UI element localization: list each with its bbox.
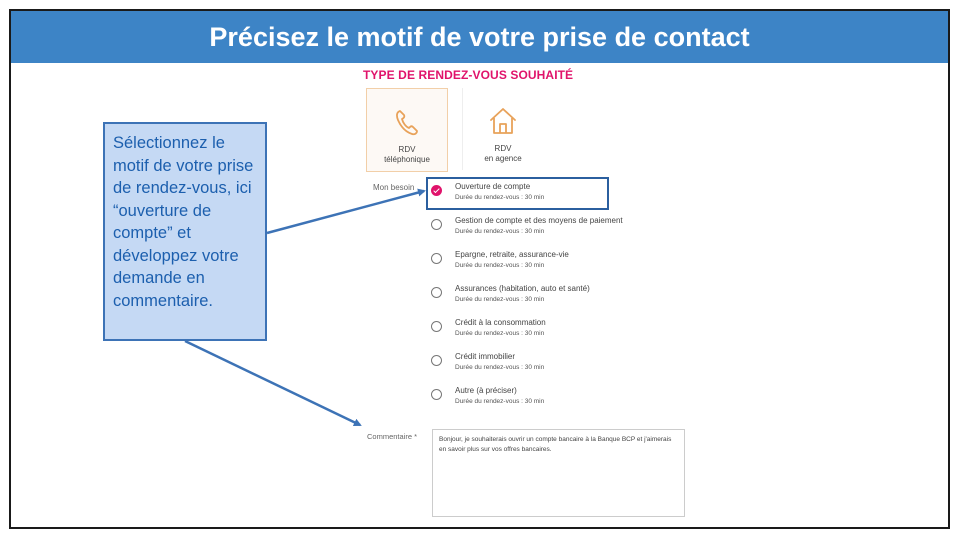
option-title: Assurances (habitation, auto et santé) bbox=[455, 284, 590, 293]
option-title: Ouverture de compte bbox=[455, 182, 531, 191]
section-title: TYPE DE RENDEZ-VOUS SOUHAITÉ bbox=[363, 68, 574, 82]
option-duration: Durée du rendez-vous : 30 min bbox=[455, 296, 545, 303]
option-title: Crédit à la consommation bbox=[455, 318, 546, 327]
option-duration: Durée du rendez-vous : 30 min bbox=[455, 330, 545, 337]
option-duration: Durée du rendez-vous : 30 min bbox=[455, 364, 545, 371]
option-duration: Durée du rendez-vous : 30 min bbox=[455, 228, 545, 235]
option-duration: Durée du rendez-vous : 30 min bbox=[455, 194, 545, 201]
rdv-agence-label-1: RDV bbox=[494, 144, 512, 153]
arrow-to-option bbox=[267, 191, 424, 233]
option-duration: Durée du rendez-vous : 30 min bbox=[455, 262, 545, 269]
mon-besoin-label: Mon besoin bbox=[373, 183, 415, 192]
arrow-to-comment bbox=[185, 341, 360, 425]
option-title: Gestion de compte et des moyens de paiement bbox=[455, 216, 623, 225]
comment-label: Commentaire * bbox=[367, 432, 418, 441]
option-duration: Durée du rendez-vous : 30 min bbox=[455, 398, 545, 405]
rdv-telephonique-label-2: téléphonique bbox=[384, 155, 430, 164]
option-title: Epargne, retraite, assurance-vie bbox=[455, 250, 569, 259]
slide-title: Précisez le motif de votre prise de contact bbox=[209, 21, 750, 52]
rdv-telephonique-label-1: RDV bbox=[398, 145, 416, 154]
comment-textarea[interactable]: Bonjour, je souhaiterais ouvrir un compte bancaire à la Banque BCP et j'aimerais en savoir plus sur vos offres bancaires. bbox=[432, 429, 685, 517]
option-title: Autre (à préciser) bbox=[455, 386, 517, 395]
rdv-agence-label-2: en agence bbox=[484, 154, 522, 163]
instruction-callout: Sélectionnez le motif de votre prise de rendez-vous, ici “ouverture de compte” et développez votre demande en commentaire. bbox=[103, 122, 267, 341]
option-title: Crédit immobilier bbox=[455, 352, 516, 361]
